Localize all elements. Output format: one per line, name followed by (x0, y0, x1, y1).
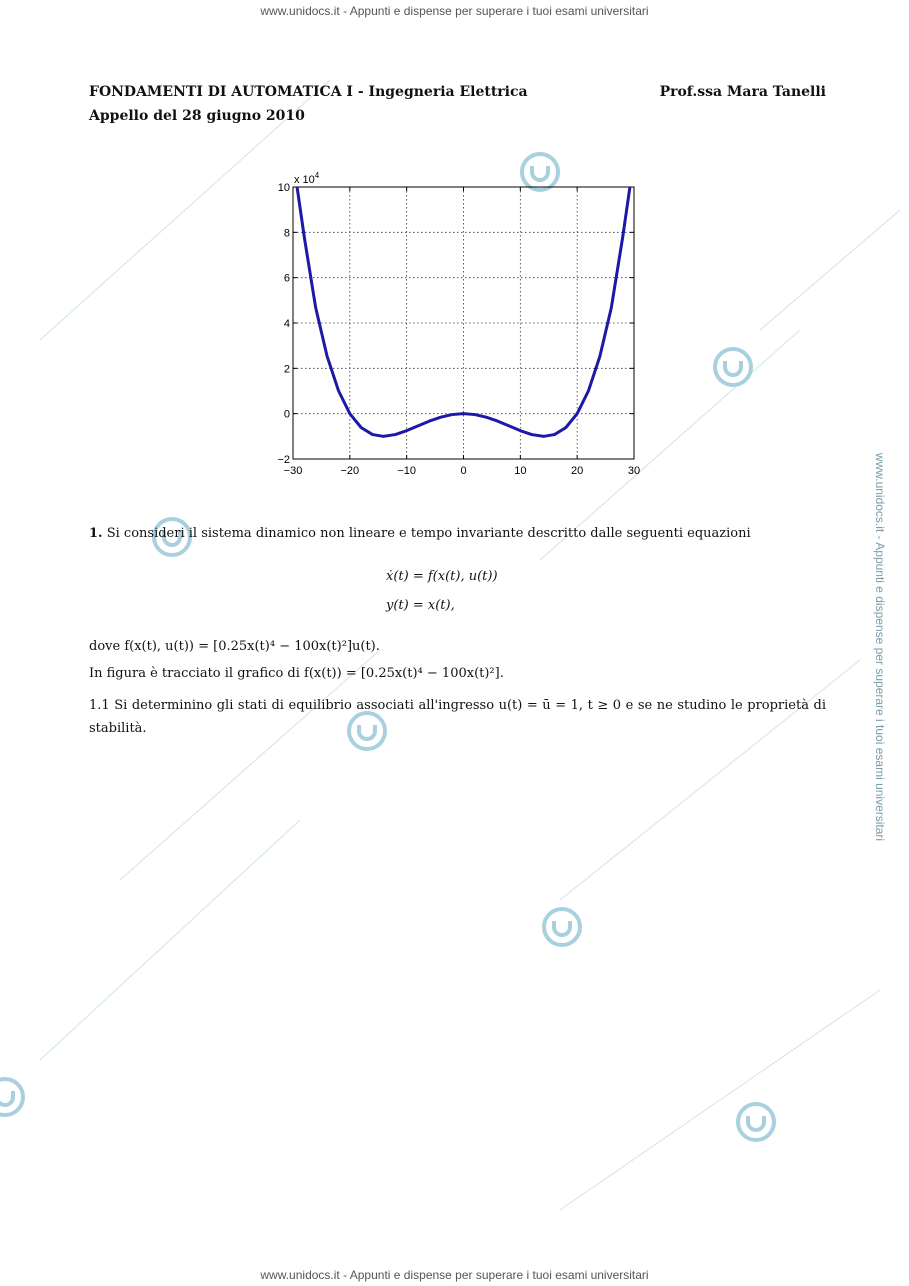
y-tick-label: −2 (277, 454, 290, 466)
unidocs-logo-icon (738, 1104, 774, 1140)
function-plot (262, 168, 652, 488)
x-tick-label: 30 (627, 465, 641, 477)
professor-name: Prof.ssa Mara Tanelli (659, 84, 826, 100)
equation-output: y(t) = x(t), (386, 598, 455, 613)
question-1-1: 1.1 Si determinino gli stati di equilibrio associati all'ingresso u(t) = ū = 1, t ≥ 0 e se ne studino le proprietà di stabilità. (89, 698, 826, 736)
watermark-right: www.unidocs.it - Appunti e dispense per superare i tuoi esami universitari (873, 452, 888, 842)
y-tick-label: 0 (283, 408, 290, 421)
problem-number: 1. (89, 526, 103, 541)
problem-intro-line (89, 522, 826, 545)
axis-exponent-label: x $10^4$ (294, 171, 320, 186)
watermark-line (40, 820, 300, 1060)
x-tick-label: −10 (397, 465, 417, 477)
y-tick-label: 8 (283, 227, 290, 240)
watermark-top: www.unidocs.it - Appunti e dispense per superare i tuoi esami universitari (260, 4, 649, 18)
function-definition: dove f(x(t), u(t)) = [0.25x(t)⁴ − 100x(t)²]u(t). (89, 639, 380, 654)
y-tick-label: 6 (283, 272, 290, 285)
exam-header (89, 80, 826, 128)
x-tick-label: −30 (283, 465, 303, 477)
y-tick-label: 10 (277, 182, 290, 194)
x-tick-label: 20 (571, 465, 584, 477)
unidocs-logo-icon (0, 1079, 23, 1115)
y-tick-label: 4 (283, 318, 290, 330)
problem-intro: Si consideri il sistema dinamico non lineare e tempo invariante descritto dalle seguenti equazioni (106, 526, 751, 541)
axis-exponent-power: 4 (314, 171, 320, 180)
unidocs-logo-icon (544, 909, 580, 945)
equation-state: ẋ(t) = f(x(t), u(t)) (386, 569, 498, 584)
y-tick-label: 2 (283, 363, 290, 376)
watermark-bottom: www.unidocs.it - Appunti e dispense per superare i tuoi esami universitari (260, 1268, 649, 1282)
figure-note: In figura è tracciato il grafico di f(x(t)) = [0.25x(t)⁴ − 100x(t)²]. (89, 666, 504, 681)
x-tick-label: −20 (340, 465, 360, 477)
x-tick-label: 10 (514, 465, 527, 477)
unidocs-logo-icon (715, 349, 751, 385)
course-title: FONDAMENTI DI AUTOMATICA I - Ingegneria Elettrica (89, 84, 528, 100)
x-tick-label: 0 (460, 465, 467, 477)
watermark-line (560, 990, 880, 1210)
watermark-line (760, 210, 900, 330)
exam-date: Appello del 28 giugno 2010 (89, 108, 305, 124)
